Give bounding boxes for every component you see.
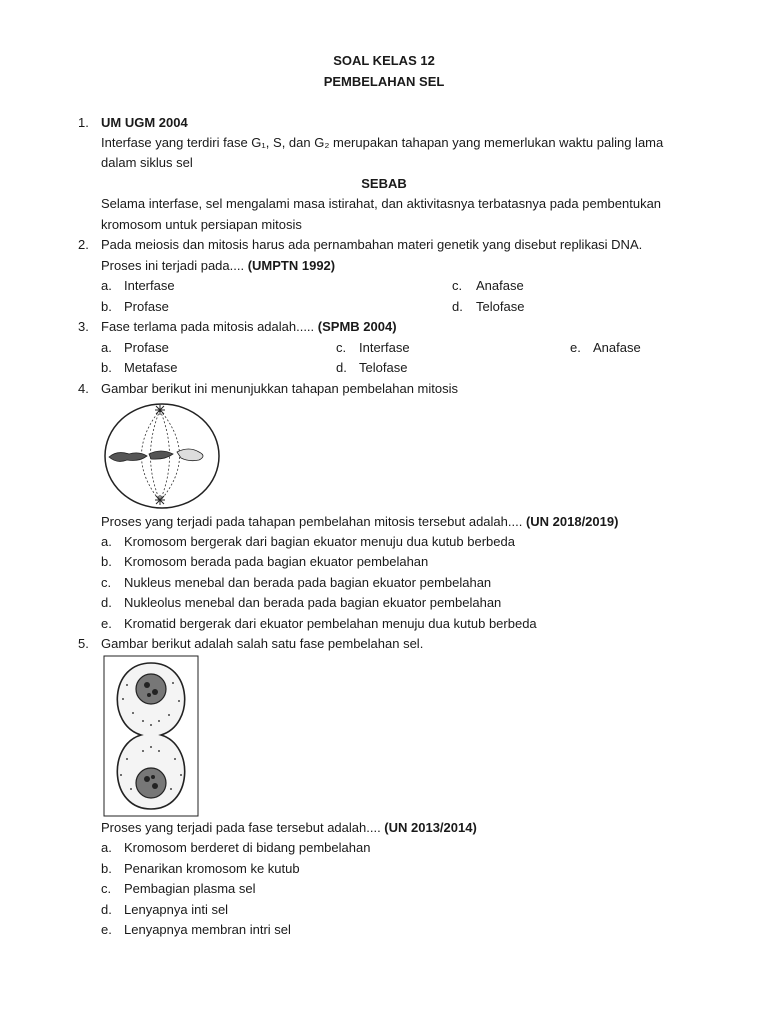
option-text: Kromatid bergerak dari ekuator pembelahan menuju dua kutub berbeda <box>124 616 537 631</box>
sebab-label: SEBAB <box>361 176 407 191</box>
option-label: d. <box>452 299 463 314</box>
option-text: Telofase <box>359 360 408 375</box>
question-source: (UMPTN 1992) <box>247 258 336 273</box>
question-text: Gambar berikut adalah salah satu fase pembelahan sel. <box>101 636 424 651</box>
option-text: Kromosom berada pada bagian ekuator pembelahan <box>124 554 429 569</box>
question-text: Proses yang terjadi pada fase tersebut adalah.... <box>101 820 385 835</box>
option-text: Nukleus menebal dan berada pada bagian ekuator pembelahan <box>124 575 492 590</box>
question-number: 1. <box>78 115 89 130</box>
option-label: a. <box>101 278 112 293</box>
question-number: 4. <box>78 381 89 396</box>
option-label: d. <box>101 595 112 610</box>
option-text: Telofase <box>476 299 525 314</box>
option-text: Anafase <box>593 340 641 355</box>
option-text: Penarikan kromosom ke kutub <box>124 861 300 876</box>
question-number: 2. <box>78 237 89 252</box>
question-text-line <box>101 319 397 334</box>
option-text: Nukleolus menebal dan berada pada bagian ekuator pembelahan <box>124 595 502 610</box>
page-title: SOAL KELAS 12 <box>333 53 435 68</box>
option-text: Interfase <box>124 278 175 293</box>
option-label: e. <box>570 340 581 355</box>
question-number: 5. <box>78 636 89 651</box>
question-text: Selama interfase, sel mengalami masa istirahat, dan aktivitasnya terbatasnya pada pembentukan <box>101 196 662 211</box>
option-label: b. <box>101 861 112 876</box>
option-label: a. <box>101 340 112 355</box>
question-text: Fase terlama pada mitosis adalah..... <box>101 319 318 334</box>
question-text-line <box>101 258 335 273</box>
option-text: Kromosom berderet di bidang pembelahan <box>124 840 371 855</box>
option-label: c. <box>452 278 463 293</box>
option-text: Kromosom bergerak dari bagian ekuator menuju dua kutub berbeda <box>124 534 515 549</box>
option-label: c. <box>101 881 112 896</box>
question-text: kromosom untuk persiapan mitosis <box>101 217 302 232</box>
question-source: (SPMB 2004) <box>317 319 397 334</box>
question-text: dalam siklus sel <box>101 155 193 170</box>
option-text: Lenyapnya inti sel <box>124 902 229 917</box>
question-source: (UN 2018/2019) <box>525 514 619 529</box>
option-label: e. <box>101 616 112 631</box>
question-text: Gambar berikut ini menunjukkan tahapan pembelahan mitosis <box>101 381 458 396</box>
page-subtitle: PEMBELAHAN SEL <box>323 74 445 89</box>
option-text: Profase <box>124 340 169 355</box>
question-text: Interfase yang terdiri fase G₁, S, dan G₂ merupakan tahapan yang memerlukan waktu paling lama <box>101 135 664 150</box>
option-text: Lenyapnya membran intri sel <box>124 922 291 937</box>
question-source: UM UGM 2004 <box>101 115 188 130</box>
option-text: Pembagian plasma sel <box>124 881 256 896</box>
option-label: c. <box>336 340 347 355</box>
option-text: Metafase <box>124 360 178 375</box>
option-label: b. <box>101 360 112 375</box>
option-label: d. <box>101 902 112 917</box>
question-number: 3. <box>78 319 89 334</box>
option-label: b. <box>101 299 112 314</box>
option-text: Profase <box>124 299 169 314</box>
option-text: Interfase <box>359 340 410 355</box>
question-text: Proses yang terjadi pada tahapan pembelahan mitosis tersebut adalah.... <box>101 514 526 529</box>
option-label: d. <box>336 360 347 375</box>
option-label: a. <box>101 534 112 549</box>
question-text-line <box>101 514 618 529</box>
option-label: a. <box>101 840 112 855</box>
question-source: (UN 2013/2014) <box>384 820 477 835</box>
mitosis-diagram <box>103 402 221 510</box>
option-label: e. <box>101 922 112 937</box>
question-text: Pada meiosis dan mitosis harus ada pernambahan materi genetik yang disebut replikasi DNA. <box>101 237 643 252</box>
question-text-line <box>101 820 477 835</box>
option-text: Anafase <box>476 278 524 293</box>
question-text: Proses ini terjadi pada.... <box>101 258 248 273</box>
option-label: b. <box>101 554 112 569</box>
option-label: c. <box>101 575 112 590</box>
telophase-diagram <box>103 655 199 817</box>
